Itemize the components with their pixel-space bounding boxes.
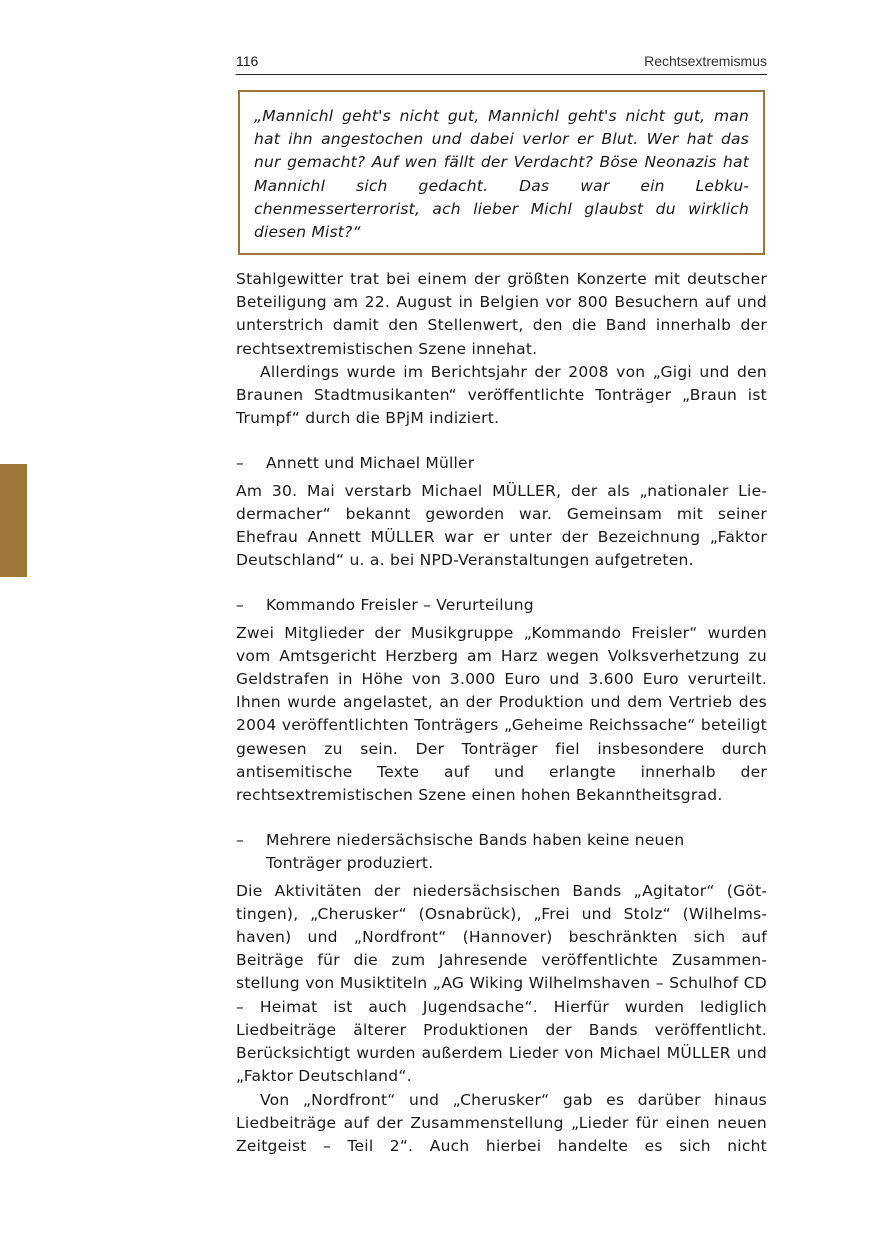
- paragraph: Am 30. Mai verstarb Michael MÜLLER, der als „nationaler Liedermacher“ bekannt geworden war. Gemeinsam mit seiner Ehefrau Annett MÜLLER war er unter der Bezeichnung „Faktor Deutschland“ u. a. bei NPD-Veranstaltungen aufgetreten.: [236, 481, 767, 570]
- body-text: [236, 268, 767, 1158]
- page-number: 116: [236, 53, 259, 69]
- dash-bullet: –: [236, 596, 244, 615]
- paragraph: Die Aktivitäten der niedersächsischen Bands „Agitator“ (Göttingen), „Cherusker“ (Osnabrück), „Frei und Stolz“ (Wilhelmshaven) und „Nordfront“ (Hannover) beschränkten sich auf Beiträge für die zum Jahresende veröffentlichte Zusammenstellung von Musiktiteln „AG Wiking Wilhelmshaven – Schulhof CD – Heimat ist auch Jugendsache“. Hierfür wurden lediglich Liedbeiträge älterer Produktionen der Bands veröffentlicht. Berücksichtigt wurden außerdem Lieder von Michael MÜLLER und „Faktor Deutschland“.: [236, 881, 767, 1086]
- section-heading: [236, 829, 767, 875]
- running-title: Rechtsextremismus: [644, 53, 767, 69]
- paragraph: Stahlgewitter trat bei einem der größten Konzerte mit deutscher Beteiligung am 22. August in Belgien vor 800 Besuchern auf und unterstrich damit den Stellenwert, den die Band innerhalb der rechtsextremistischen Szene innehat.: [236, 270, 767, 358]
- section-heading: [236, 452, 767, 475]
- section-heading-text: Annett und Michael Müller: [266, 454, 475, 473]
- song-lyrics-quote-box: [238, 90, 765, 255]
- page-header: [236, 52, 767, 75]
- section-heading-text: Kommando Freisler – Verurteilung: [266, 596, 534, 615]
- paragraph: Allerdings wurde im Berichtsjahr der 2008 von „Gigi und den Braunen Stadtmusikanten“ veröffentlichte Tonträger „Braun ist Trumpf“ durch die BPjM indiziert.: [236, 362, 767, 428]
- dash-bullet: –: [236, 831, 244, 850]
- chapter-marker-tab: [0, 464, 27, 577]
- section-heading-text: Mehrere niedersächsische Bands haben keine neuen Tonträger produziert.: [266, 831, 685, 873]
- section-heading: [236, 594, 767, 617]
- quote-text: „Mannichl geht's nicht gut, Mannichl geht's nicht gut, man hat ihn angestochen und dabei verlor er Blut. Wer hat das nur gemacht? Auf wen fällt der Verdacht? Böse Neonazis hat Mannichl sich gedacht. Das war ein Lebkuchenmesserterrorist, ach lieber Michl glaubst du wirklich diesen Mist?“: [254, 107, 749, 242]
- paragraph: Von „Nordfront“ und „Cherusker“ gab es darüber hinaus Liedbeiträge auf der Zusammenstellung „Lieder für einen neuen Zeitgeist – Teil 2“. Auch hierbei handelte es sich nicht: [236, 1090, 767, 1155]
- paragraph: Zwei Mitglieder der Musikgruppe „Kommando Freisler“ wurden vom Amtsgericht Herzberg am Harz wegen Volksverhetzung zu Geldstrafen in Höhe von 3.000 Euro und 3.600 Euro verurteilt. Ihnen wurde angelastet, an der Produktion und dem Vertrieb des 2004 veröffentlichten Tonträgers „Geheime Reichssache“ beteiligt gewesen zu sein. Der Tonträger fiel insbesondere durch antisemitische Texte auf und erlangte innerhalb der rechtsextremistischen Szene einen hohen Bekanntheitsgrad.: [236, 623, 767, 805]
- dash-bullet: –: [236, 454, 244, 473]
